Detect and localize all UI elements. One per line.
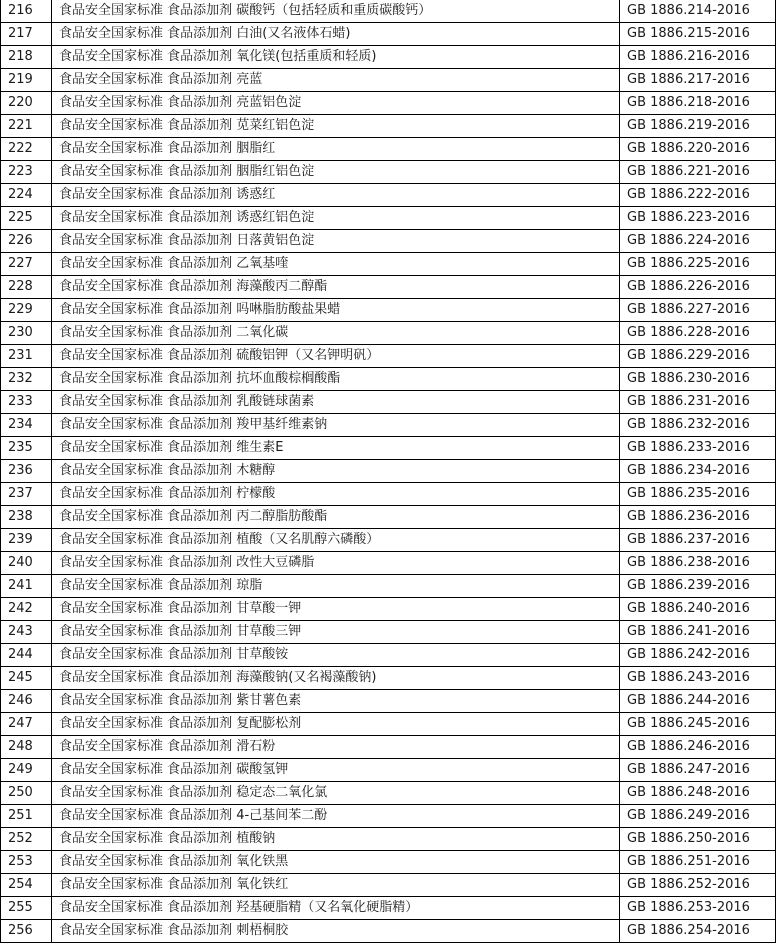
standard-code-cell: GB 1886.252-2016	[620, 874, 776, 897]
standard-name-cell: 食品安全国家标准 食品添加剂 亮蓝	[52, 69, 620, 92]
table-row	[1, 782, 776, 805]
standard-code-cell: GB 1886.251-2016	[620, 851, 776, 874]
table-row	[1, 437, 776, 460]
table-row	[1, 621, 776, 644]
standard-name-cell: 食品安全国家标准 食品添加剂 氧化铁黑	[52, 851, 620, 874]
table-row	[1, 184, 776, 207]
standard-code-cell: GB 1886.230-2016	[620, 368, 776, 391]
row-number-cell: 218	[1, 46, 52, 69]
standard-code-cell: GB 1886.220-2016	[620, 138, 776, 161]
table-row	[1, 690, 776, 713]
row-number-cell: 235	[1, 437, 52, 460]
row-number-cell: 242	[1, 598, 52, 621]
row-number-cell: 233	[1, 391, 52, 414]
standard-name-cell: 食品安全国家标准 食品添加剂 维生素E	[52, 437, 620, 460]
row-number-cell: 220	[1, 92, 52, 115]
standard-code-cell: GB 1886.249-2016	[620, 805, 776, 828]
row-number-cell: 232	[1, 368, 52, 391]
standard-name-cell: 食品安全国家标准 食品添加剂 海藻酸钠(又名褐藻酸钠)	[52, 667, 620, 690]
standard-name-cell: 食品安全国家标准 食品添加剂 紫甘薯色素	[52, 690, 620, 713]
table-row	[1, 161, 776, 184]
standard-code-cell: GB 1886.250-2016	[620, 828, 776, 851]
standard-name-cell: 食品安全国家标准 食品添加剂 诱惑红铝色淀	[52, 207, 620, 230]
row-number-cell: 245	[1, 667, 52, 690]
standard-name-cell: 食品安全国家标准 食品添加剂 柠檬酸	[52, 483, 620, 506]
standard-code-cell: GB 1886.237-2016	[620, 529, 776, 552]
standard-name-cell: 食品安全国家标准 食品添加剂 琼脂	[52, 575, 620, 598]
standard-code-cell: GB 1886.227-2016	[620, 299, 776, 322]
table-row	[1, 552, 776, 575]
row-number-cell: 231	[1, 345, 52, 368]
standard-name-cell: 食品安全国家标准 食品添加剂 抗坏血酸棕榈酸酯	[52, 368, 620, 391]
table-row	[1, 276, 776, 299]
standard-code-cell: GB 1886.247-2016	[620, 759, 776, 782]
row-number-cell: 221	[1, 115, 52, 138]
table-row	[1, 230, 776, 253]
table-row	[1, 368, 776, 391]
row-number-cell: 248	[1, 736, 52, 759]
standard-name-cell: 食品安全国家标准 食品添加剂 植酸（又名肌醇六磷酸）	[52, 529, 620, 552]
table-row	[1, 391, 776, 414]
table-row	[1, 460, 776, 483]
row-number-cell: 241	[1, 575, 52, 598]
row-number-cell: 239	[1, 529, 52, 552]
standard-code-cell: GB 1886.214-2016	[620, 0, 776, 23]
standard-code-cell: GB 1886.219-2016	[620, 115, 776, 138]
standard-name-cell: 食品安全国家标准 食品添加剂 碳酸钙（包括轻质和重质碳酸钙）	[52, 0, 620, 23]
row-number-cell: 230	[1, 322, 52, 345]
standard-name-cell: 食品安全国家标准 食品添加剂 苋菜红铝色淀	[52, 115, 620, 138]
row-number-cell: 256	[1, 920, 52, 943]
standard-code-cell: GB 1886.224-2016	[620, 230, 776, 253]
standard-name-cell: 食品安全国家标准 食品添加剂 日落黄铝色淀	[52, 230, 620, 253]
row-number-cell: 216	[1, 0, 52, 23]
table-row	[1, 0, 776, 23]
row-number-cell: 227	[1, 253, 52, 276]
standard-name-cell: 食品安全国家标准 食品添加剂 甘草酸三钾	[52, 621, 620, 644]
standard-code-cell: GB 1886.241-2016	[620, 621, 776, 644]
standard-code-cell: GB 1886.254-2016	[620, 920, 776, 943]
standard-name-cell: 食品安全国家标准 食品添加剂 木糖醇	[52, 460, 620, 483]
standard-code-cell: GB 1886.217-2016	[620, 69, 776, 92]
table-row	[1, 92, 776, 115]
table-row	[1, 414, 776, 437]
standard-name-cell: 食品安全国家标准 食品添加剂 硫酸铝钾（又名钾明矾）	[52, 345, 620, 368]
row-number-cell: 223	[1, 161, 52, 184]
standard-name-cell: 食品安全国家标准 食品添加剂 稳定态二氧化氯	[52, 782, 620, 805]
table-row	[1, 667, 776, 690]
standard-code-cell: GB 1886.225-2016	[620, 253, 776, 276]
standard-name-cell: 食品安全国家标准 食品添加剂 甘草酸铵	[52, 644, 620, 667]
standard-name-cell: 食品安全国家标准 食品添加剂 氧化铁红	[52, 874, 620, 897]
standard-code-cell: GB 1886.233-2016	[620, 437, 776, 460]
standard-code-cell: GB 1886.216-2016	[620, 46, 776, 69]
standard-name-cell: 食品安全国家标准 食品添加剂 滑石粉	[52, 736, 620, 759]
standard-code-cell: GB 1886.226-2016	[620, 276, 776, 299]
standards-table-body	[1, 0, 776, 943]
table-row	[1, 644, 776, 667]
row-number-cell: 246	[1, 690, 52, 713]
standard-code-cell: GB 1886.239-2016	[620, 575, 776, 598]
row-number-cell: 249	[1, 759, 52, 782]
table-row	[1, 506, 776, 529]
row-number-cell: 250	[1, 782, 52, 805]
standard-code-cell: GB 1886.222-2016	[620, 184, 776, 207]
table-row	[1, 759, 776, 782]
standard-code-cell: GB 1886.223-2016	[620, 207, 776, 230]
standard-name-cell: 食品安全国家标准 食品添加剂 甘草酸一钾	[52, 598, 620, 621]
standard-name-cell: 食品安全国家标准 食品添加剂 乙氧基喹	[52, 253, 620, 276]
row-number-cell: 224	[1, 184, 52, 207]
table-row	[1, 828, 776, 851]
row-number-cell: 225	[1, 207, 52, 230]
row-number-cell: 253	[1, 851, 52, 874]
standard-name-cell: 食品安全国家标准 食品添加剂 碳酸氢钾	[52, 759, 620, 782]
standard-name-cell: 食品安全国家标准 食品添加剂 白油(又名液体石蜡)	[52, 23, 620, 46]
row-number-cell: 217	[1, 23, 52, 46]
table-row	[1, 805, 776, 828]
standard-name-cell: 食品安全国家标准 食品添加剂 二氧化碳	[52, 322, 620, 345]
row-number-cell: 234	[1, 414, 52, 437]
table-row	[1, 920, 776, 943]
standard-code-cell: GB 1886.243-2016	[620, 667, 776, 690]
row-number-cell: 226	[1, 230, 52, 253]
row-number-cell: 229	[1, 299, 52, 322]
standard-name-cell: 食品安全国家标准 食品添加剂 羟基硬脂精（又名氧化硬脂精）	[52, 897, 620, 920]
table-row	[1, 874, 776, 897]
standard-name-cell: 食品安全国家标准 食品添加剂 改性大豆磷脂	[52, 552, 620, 575]
row-number-cell: 228	[1, 276, 52, 299]
table-row	[1, 483, 776, 506]
row-number-cell: 255	[1, 897, 52, 920]
row-number-cell: 219	[1, 69, 52, 92]
table-row	[1, 345, 776, 368]
row-number-cell: 240	[1, 552, 52, 575]
standard-code-cell: GB 1886.218-2016	[620, 92, 776, 115]
standard-code-cell: GB 1886.235-2016	[620, 483, 776, 506]
row-number-cell: 237	[1, 483, 52, 506]
table-row	[1, 736, 776, 759]
standard-code-cell: GB 1886.229-2016	[620, 345, 776, 368]
table-row	[1, 138, 776, 161]
standard-code-cell: GB 1886.234-2016	[620, 460, 776, 483]
standard-code-cell: GB 1886.245-2016	[620, 713, 776, 736]
row-number-cell: 236	[1, 460, 52, 483]
table-row	[1, 897, 776, 920]
standard-name-cell: 食品安全国家标准 食品添加剂 海藻酸丙二醇酯	[52, 276, 620, 299]
standard-name-cell: 食品安全国家标准 食品添加剂 胭脂红铝色淀	[52, 161, 620, 184]
row-number-cell: 252	[1, 828, 52, 851]
standard-name-cell: 食品安全国家标准 食品添加剂 刺梧桐胶	[52, 920, 620, 943]
standard-name-cell: 食品安全国家标准 食品添加剂 乳酸链球菌素	[52, 391, 620, 414]
standard-code-cell: GB 1886.248-2016	[620, 782, 776, 805]
standard-code-cell: GB 1886.242-2016	[620, 644, 776, 667]
row-number-cell: 244	[1, 644, 52, 667]
row-number-cell: 222	[1, 138, 52, 161]
table-row	[1, 322, 776, 345]
standard-code-cell: GB 1886.244-2016	[620, 690, 776, 713]
standard-code-cell: GB 1886.253-2016	[620, 897, 776, 920]
table-row	[1, 207, 776, 230]
standard-name-cell: 食品安全国家标准 食品添加剂 羧甲基纤维素钠	[52, 414, 620, 437]
table-row	[1, 115, 776, 138]
standard-code-cell: GB 1886.228-2016	[620, 322, 776, 345]
row-number-cell: 254	[1, 874, 52, 897]
standard-code-cell: GB 1886.240-2016	[620, 598, 776, 621]
table-row	[1, 713, 776, 736]
standard-name-cell: 食品安全国家标准 食品添加剂 诱惑红	[52, 184, 620, 207]
standard-name-cell: 食品安全国家标准 食品添加剂 复配膨松剂	[52, 713, 620, 736]
standard-name-cell: 食品安全国家标准 食品添加剂 丙二醇脂肪酸酯	[52, 506, 620, 529]
table-row	[1, 299, 776, 322]
row-number-cell: 243	[1, 621, 52, 644]
table-row	[1, 575, 776, 598]
standard-code-cell: GB 1886.238-2016	[620, 552, 776, 575]
standard-name-cell: 食品安全国家标准 食品添加剂 胭脂红	[52, 138, 620, 161]
row-number-cell: 251	[1, 805, 52, 828]
table-row	[1, 253, 776, 276]
table-row	[1, 46, 776, 69]
table-row	[1, 529, 776, 552]
standard-code-cell: GB 1886.246-2016	[620, 736, 776, 759]
standard-code-cell: GB 1886.232-2016	[620, 414, 776, 437]
row-number-cell: 238	[1, 506, 52, 529]
standard-name-cell: 食品安全国家标准 食品添加剂 氧化镁(包括重质和轻质)	[52, 46, 620, 69]
standard-code-cell: GB 1886.236-2016	[620, 506, 776, 529]
table-row	[1, 851, 776, 874]
row-number-cell: 247	[1, 713, 52, 736]
standard-name-cell: 食品安全国家标准 食品添加剂 4-己基间苯二酚	[52, 805, 620, 828]
table-row	[1, 598, 776, 621]
standard-name-cell: 食品安全国家标准 食品添加剂 植酸钠	[52, 828, 620, 851]
standard-code-cell: GB 1886.221-2016	[620, 161, 776, 184]
standard-code-cell: GB 1886.215-2016	[620, 23, 776, 46]
table-row	[1, 23, 776, 46]
standard-name-cell: 食品安全国家标准 食品添加剂 亮蓝铝色淀	[52, 92, 620, 115]
table-row	[1, 69, 776, 92]
standard-name-cell: 食品安全国家标准 食品添加剂 吗啉脂肪酸盐果蜡	[52, 299, 620, 322]
standard-code-cell: GB 1886.231-2016	[620, 391, 776, 414]
